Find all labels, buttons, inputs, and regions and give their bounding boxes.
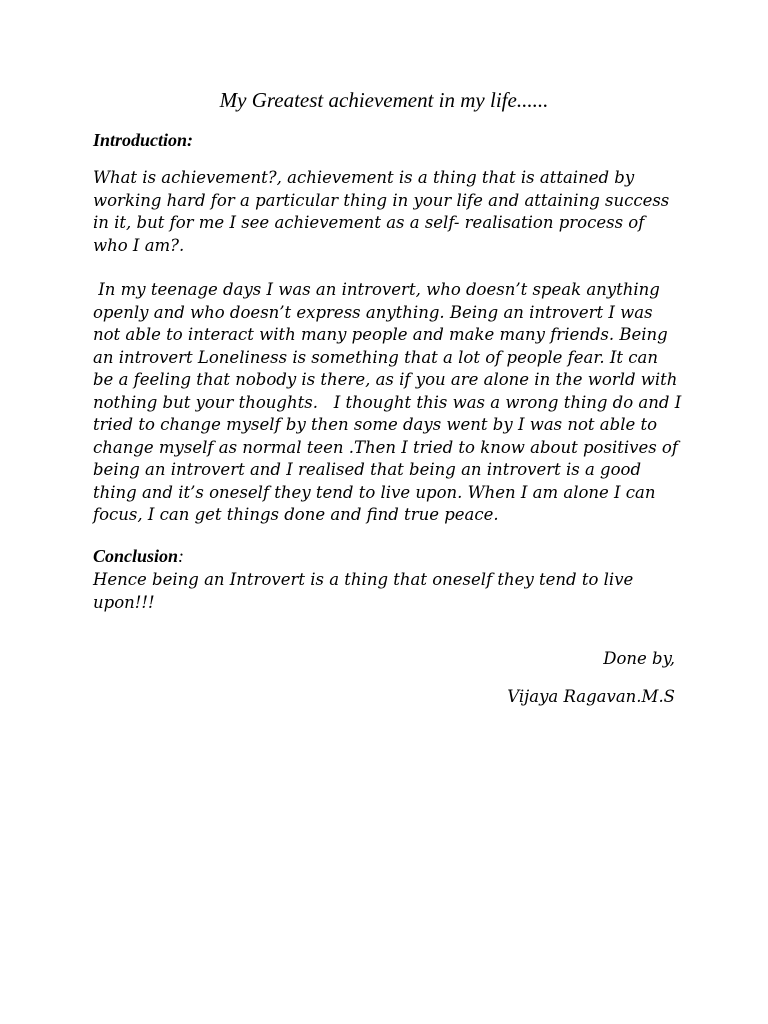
paragraph-line: working hard for a particular thing in your life and attaining success bbox=[93, 190, 670, 210]
introduction-paragraph-2 bbox=[93, 279, 683, 527]
paragraph-line: who I am?. bbox=[93, 235, 185, 255]
conclusion-paragraph bbox=[93, 569, 683, 614]
conclusion-heading-text: Conclusion bbox=[93, 546, 179, 566]
paragraph-line: change myself as normal teen .Then I tried to know about positives of bbox=[93, 437, 678, 457]
paragraph-line: focus, I can get things done and find true peace. bbox=[93, 505, 499, 524]
paragraph-line: thing and it’s oneself they tend to live upon. When I am alone I can bbox=[93, 482, 656, 502]
signature-name: Vijaya Ragavan.M.S bbox=[507, 687, 675, 706]
signature-done-by: Done by, bbox=[603, 649, 675, 668]
introduction-paragraph-1 bbox=[93, 167, 683, 257]
paragraph-line: openly and who doesn’t express anything. Being an introvert I was bbox=[93, 302, 653, 322]
introduction-heading: Introduction: bbox=[93, 130, 194, 150]
paragraph-line: being an introvert and I realised that being an introvert is a good bbox=[93, 460, 642, 479]
conclusion-heading-colon: : bbox=[178, 546, 185, 566]
paragraph-line: Hence being an Introvert is a thing that oneself they tend to live bbox=[93, 570, 634, 589]
paragraph-line: not able to interact with many people and make many friends. Being bbox=[93, 325, 668, 344]
paragraph-line: be a feeling that nobody is there, as if you are alone in the world with bbox=[93, 370, 678, 389]
paragraph-line: In my teenage days I was an introvert, who doesn’t speak anything bbox=[93, 280, 660, 299]
paragraph-line: tried to change myself by then some days went by I was not able to bbox=[93, 415, 658, 434]
paragraph-line: in it, but for me I see achievement as a self- realisation process of bbox=[93, 213, 645, 232]
conclusion-heading bbox=[93, 546, 184, 567]
paragraph-line: an introvert Loneliness is something that a lot of people fear. It can bbox=[93, 347, 658, 367]
document-title: My Greatest achievement in my life...... bbox=[219, 88, 549, 112]
paragraph-line: upon!!! bbox=[93, 592, 155, 612]
paragraph-line: nothing but your thoughts. I thought this was a wrong thing do and I bbox=[93, 392, 682, 412]
paragraph-line: What is achievement?, achievement is a thing that is attained by bbox=[93, 168, 635, 187]
